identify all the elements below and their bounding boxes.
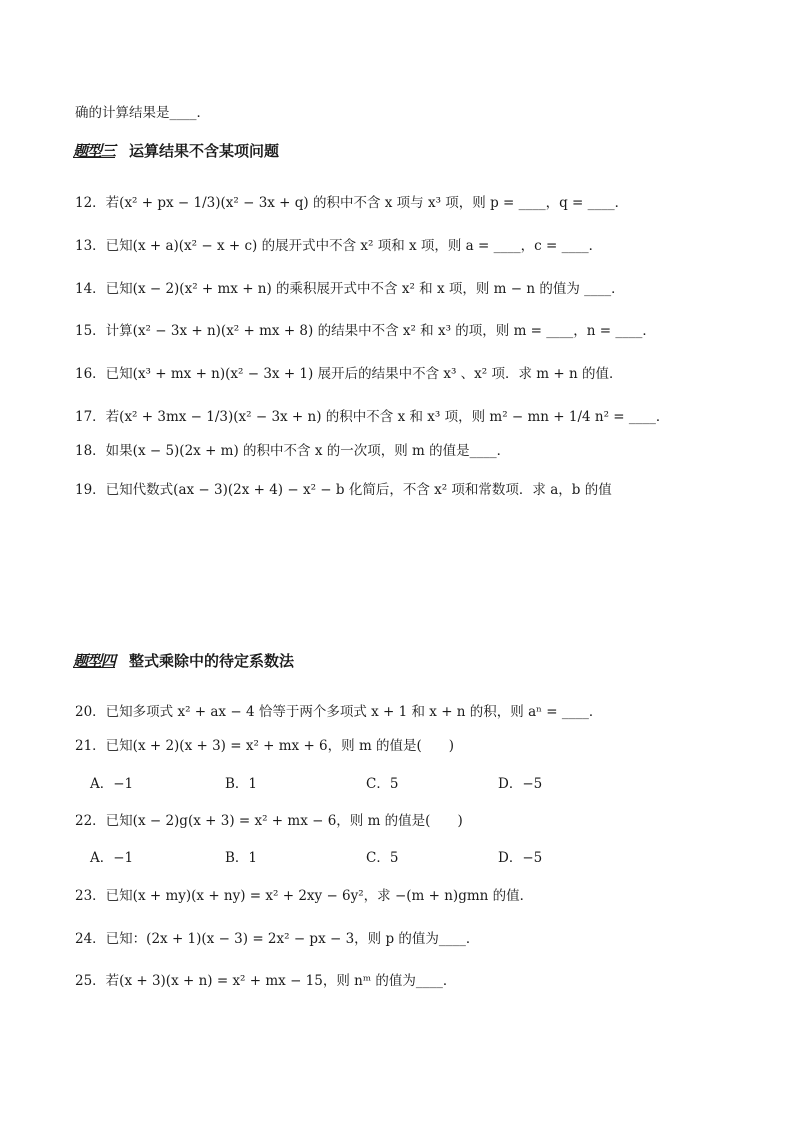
problem-20: 20．已知多项式 x² + ax − 4 恰等于两个多项式 x + 1 和 x + n 的积，则 aⁿ = ____． <box>75 704 603 720</box>
problem-22: 22．已知(x − 2)g(x + 3) = x² + mx − 6，则 m 的值是( ) <box>75 813 463 829</box>
option-a: A．−1 <box>90 850 134 866</box>
option-a: A．−1 <box>90 776 134 792</box>
option-d: D．−5 <box>498 850 543 866</box>
option-d: D．−5 <box>498 776 543 792</box>
problem-25: 25．若(x + 3)(x + n) = x² + mx − 15，则 nᵐ 的值为____． <box>75 973 457 989</box>
problem-21: 21．已知(x + 2)(x + 3) = x² + mx + 6，则 m 的值是( ) <box>75 738 455 754</box>
option-b: B．1 <box>225 776 258 792</box>
section-title: 运算结果不含某项问题 <box>129 142 280 160</box>
problem-15: 15．计算(x² − 3x + n)(x² + mx + 8) 的结果中不含 x² 和 x³ 的项，则 m = ____，n = ____． <box>75 323 656 339</box>
option-b: B．1 <box>225 850 258 866</box>
option-c: C．5 <box>366 776 399 792</box>
section-heading-4 <box>73 650 294 671</box>
section-badge: 题型四 <box>73 652 116 670</box>
intro-line: 确的计算结果是____． <box>75 105 210 121</box>
problem-14: 14．已知(x − 2)(x² + mx + n) 的乘积展开式中不含 x² 和 x 项，则 m − n 的值为 ____． <box>75 281 625 297</box>
problem-13: 13．已知(x + a)(x² − x + c) 的展开式中不含 x² 项和 x 项，则 a = ____，c = ____． <box>75 238 603 254</box>
problem-17: 17．若(x² + 3mx − 1/3)(x² − 3x + n) 的积中不含 x 和 x³ 项，则 m² − mn + 1/4 n² = ____． <box>75 409 670 425</box>
section-title: 整式乘除中的待定系数法 <box>129 652 295 670</box>
option-c: C．5 <box>366 850 399 866</box>
section-badge: 题型三 <box>73 142 116 160</box>
section-heading-3 <box>73 140 279 161</box>
problem-12: 12．若(x² + px − 1/3)(x² − 3x + q) 的积中不含 x 项与 x³ 项，则 p = ____，q = ____． <box>75 195 629 211</box>
problem-16: 16．已知(x³ + mx + n)(x² − 3x + 1) 展开后的结果中不含 x³ 、x² 项．求 m + n 的值． <box>75 366 623 382</box>
problem-23: 23．已知(x + my)(x + ny) = x² + 2xy − 6y²，求 −(m + n)gmn 的值． <box>75 888 534 904</box>
problem-24: 24．已知：(2x + 1)(x − 3) = 2x² − px − 3，则 p 的值为____． <box>75 931 480 947</box>
problem-18: 18．如果(x − 5)(2x + m) 的积中不含 x 的一次项，则 m 的值是____． <box>75 443 511 459</box>
problem-19: 19．已知代数式(ax − 3)(2x + 4) − x² − b 化简后，不含 x² 项和常数项．求 a，b 的值 <box>75 482 612 498</box>
